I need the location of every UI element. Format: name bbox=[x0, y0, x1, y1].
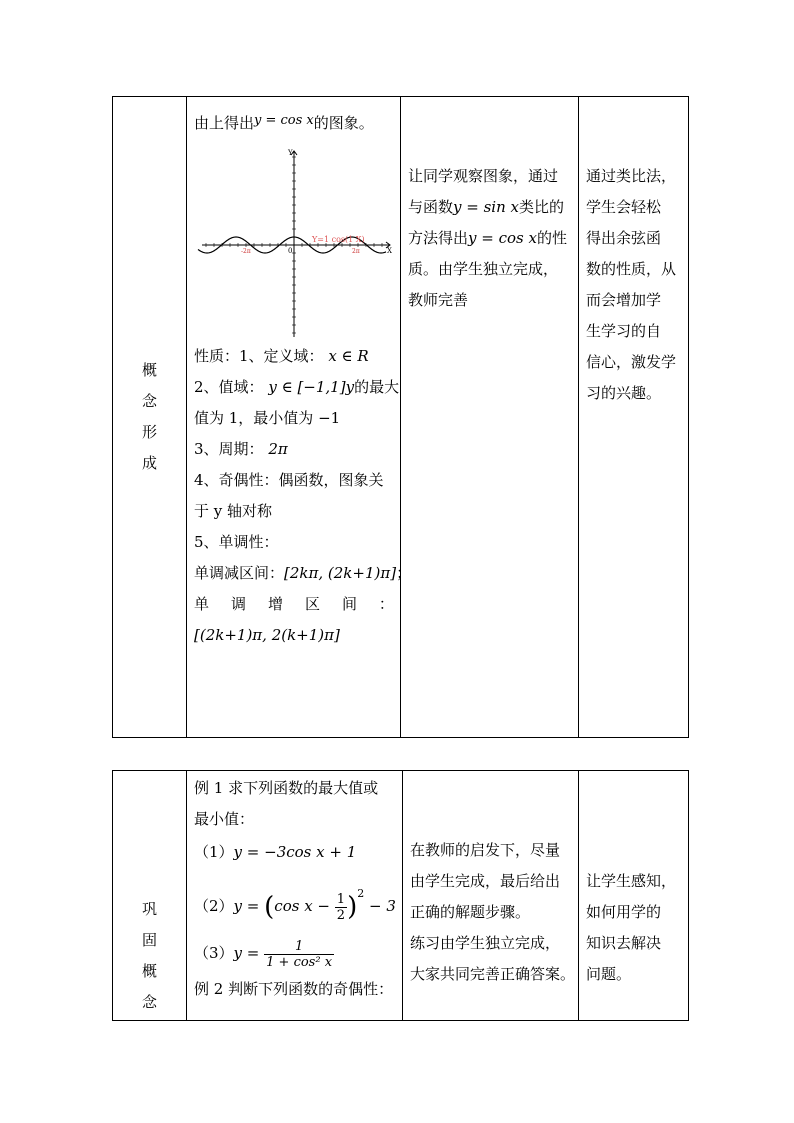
decrease-line bbox=[194, 558, 412, 589]
prop2-suffix: 的最大 bbox=[354, 378, 400, 396]
label-char: 成 bbox=[141, 454, 157, 472]
cosine-graph-svg bbox=[194, 141, 394, 341]
cos-function: y = cos x bbox=[254, 113, 314, 128]
cos-function: y = cos x bbox=[468, 229, 537, 247]
label-char: 念 bbox=[141, 392, 157, 410]
label-char: 概 bbox=[141, 962, 157, 980]
increase-char: 间 bbox=[341, 595, 357, 613]
decrease-prefix: 单调减区间： bbox=[194, 564, 285, 582]
purpose-line: 生学习的自 bbox=[586, 322, 662, 340]
sin-function: y = sin x bbox=[453, 198, 519, 216]
purpose-line: 知识去解决 bbox=[586, 934, 662, 952]
item2-lhs: y = bbox=[233, 897, 260, 915]
decrease-math: [2kπ, (2k+1)π] bbox=[284, 564, 397, 582]
prop3-math: 2π bbox=[268, 440, 288, 458]
purpose-line: 问题。 bbox=[586, 965, 632, 983]
purpose-line: 信心，激发学 bbox=[586, 353, 677, 371]
label-char: 概 bbox=[141, 361, 157, 379]
prop2-var: y bbox=[345, 378, 355, 396]
increase-char: 区 bbox=[304, 595, 320, 613]
item2-inner: cos x − bbox=[274, 897, 330, 915]
y-axis-label: Y bbox=[288, 149, 293, 157]
label-char: 形 bbox=[141, 423, 157, 441]
intro-prefix: 由上得出 bbox=[194, 114, 255, 132]
prop2-line bbox=[194, 372, 400, 403]
activity-line: 由学生完成，最后给出 bbox=[410, 872, 561, 890]
item3-lhs: y = bbox=[233, 944, 260, 962]
fraction-denominator: 2 bbox=[336, 907, 346, 923]
purpose-line: 习的兴趣。 bbox=[586, 384, 662, 402]
curve-label: Y=1 cos(1 X) bbox=[312, 235, 365, 244]
purpose-line: 通过类比法， bbox=[586, 167, 677, 185]
label-char: 念 bbox=[141, 993, 157, 1011]
fraction-denominator: 1 + cos² x bbox=[266, 954, 333, 970]
fraction-numerator: 1 bbox=[336, 891, 346, 907]
purpose-cell bbox=[579, 97, 689, 738]
increase-char: 单 bbox=[194, 595, 210, 613]
content-cell bbox=[187, 771, 403, 1021]
activity-line: 质。由学生独立完成， bbox=[408, 260, 559, 278]
prop1-math: x ∈ R bbox=[328, 347, 369, 365]
item2-exponent: 2 bbox=[357, 887, 365, 900]
prop2-line2: 值为 1，最小值为 −1 bbox=[194, 409, 341, 427]
prop2-math: y ∈ [−1,1] bbox=[268, 378, 346, 396]
item2-fraction bbox=[335, 892, 347, 923]
intro-suffix: 的图象。 bbox=[313, 114, 374, 132]
tick-label-left: -2π bbox=[241, 248, 251, 255]
purpose-line: 让学生感知， bbox=[586, 872, 677, 890]
activity-text: 方法得出 bbox=[408, 229, 469, 247]
activity-cell bbox=[403, 771, 579, 1021]
prop3-line bbox=[194, 434, 394, 465]
item2-number: （2） bbox=[194, 897, 234, 915]
activity-line: 教师完善 bbox=[408, 291, 469, 309]
decrease-suffix: ； bbox=[396, 564, 412, 582]
prop1-prefix: 性质：1、定义域： bbox=[194, 347, 324, 365]
item3-line bbox=[194, 932, 396, 974]
activity-text: 与函数 bbox=[408, 198, 454, 216]
tick-label-right: 2π bbox=[352, 248, 360, 255]
purpose-line: 如何用学的 bbox=[586, 903, 662, 921]
activity-text: 类比的 bbox=[518, 198, 564, 216]
purpose-line: 而会增加学 bbox=[586, 291, 662, 309]
prop1-line bbox=[194, 341, 394, 372]
item1-number: （1） bbox=[194, 843, 234, 861]
activity-line bbox=[408, 192, 574, 223]
prop4-line2: 于 y 轴对称 bbox=[194, 502, 273, 520]
item2-tail: − 3 bbox=[369, 897, 396, 915]
prop2-prefix: 2、值域： bbox=[194, 378, 264, 396]
increase-char: 调 bbox=[230, 595, 246, 613]
content-cell bbox=[187, 97, 412, 738]
lesson-table-concept bbox=[112, 96, 689, 738]
cosine-graph bbox=[194, 141, 394, 341]
intro-line bbox=[194, 105, 394, 139]
example2-line: 例 2 判断下列函数的奇偶性： bbox=[194, 980, 394, 998]
fraction-numerator: 1 bbox=[264, 939, 334, 955]
example1-line1: 例 1 求下列函数的最大值或 bbox=[194, 779, 379, 797]
increase-math: [(2k+1)π, 2(k+1)π] bbox=[194, 626, 340, 644]
activity-line: 在教师的启发下，尽量 bbox=[410, 841, 561, 859]
activity-line bbox=[408, 223, 574, 254]
item1-math: y = −3cos x + 1 bbox=[233, 843, 357, 861]
purpose-line: 学生会轻松 bbox=[586, 198, 662, 216]
prop5-line: 5、单调性： bbox=[194, 533, 279, 551]
increase-char: 增 bbox=[267, 595, 283, 613]
label-char: 固 bbox=[141, 931, 157, 949]
activity-cell bbox=[401, 97, 579, 738]
prop3-prefix: 3、周期： bbox=[194, 440, 264, 458]
activity-line: 大家共同完善正确答案。 bbox=[410, 965, 576, 983]
label-char: 巩 bbox=[141, 900, 157, 918]
activity-text: 的性 bbox=[536, 229, 567, 247]
increase-char: ： bbox=[378, 595, 394, 613]
activity-line: 练习由学生独立完成， bbox=[410, 934, 561, 952]
activity-line: 让同学观察图象，通过 bbox=[408, 167, 559, 185]
x-axis-label: X bbox=[387, 247, 392, 255]
example1-line2: 最小值： bbox=[194, 810, 255, 828]
stage-label-consolidate bbox=[113, 771, 187, 1021]
item1-line bbox=[194, 835, 396, 869]
item2-line: （2）y = (cos x − $\frac{1}{2}$ )$^2$ − 3 bbox=[194, 887, 396, 923]
purpose-cell bbox=[579, 771, 689, 1021]
prop4-line1: 4、奇偶性：偶函数，图象关 bbox=[194, 471, 384, 489]
origin-label: 0 bbox=[288, 247, 293, 255]
activity-line: 正确的解题步骤。 bbox=[410, 903, 531, 921]
stage-label-concept-formation bbox=[113, 97, 187, 738]
increase-line bbox=[194, 589, 394, 620]
item3-fraction bbox=[264, 939, 334, 970]
purpose-line: 数的性质，从 bbox=[586, 260, 677, 278]
item3-number: （3） bbox=[194, 944, 234, 962]
purpose-line: 得出余弦函 bbox=[586, 229, 662, 247]
lesson-table-consolidation bbox=[112, 770, 689, 1021]
